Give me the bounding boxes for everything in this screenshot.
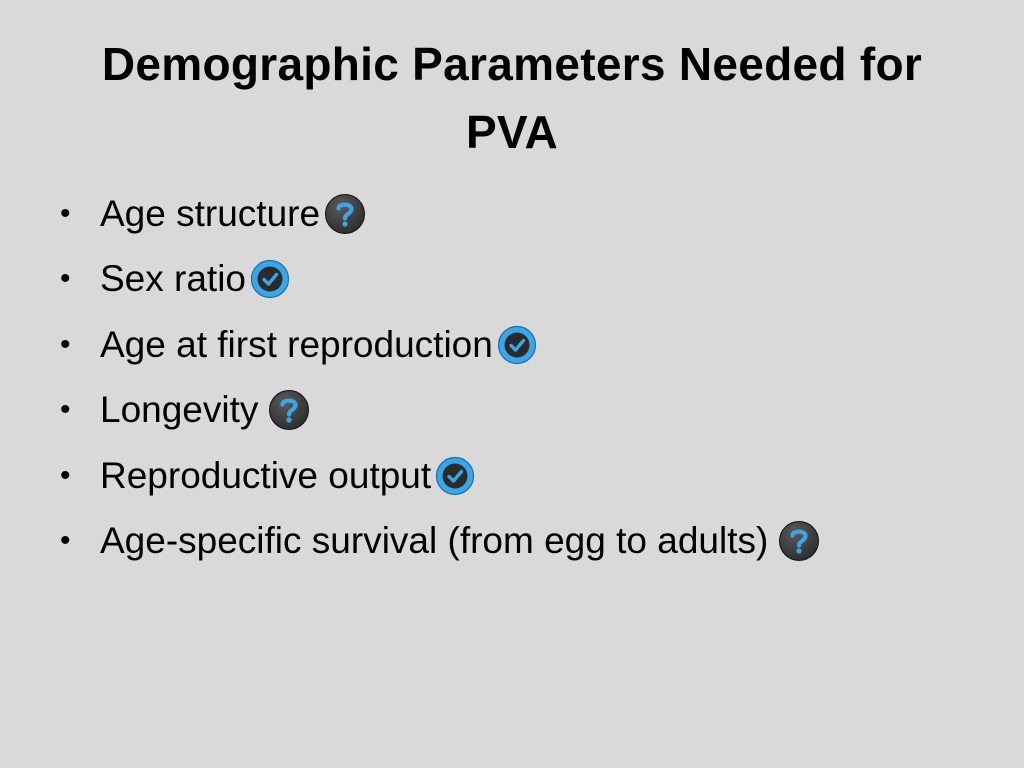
check-icon [435, 456, 475, 496]
bullet-label: Age structure [100, 192, 321, 234]
bullet-dot: • [60, 262, 71, 296]
bullet-dot: • [60, 458, 71, 492]
question-icon [778, 520, 820, 562]
bullet-dot: • [60, 327, 71, 361]
title-line-1: Demographic Parameters Needed for [101, 38, 923, 90]
check-icon [250, 259, 290, 299]
bullet-label: Age-specific survival (from egg to adults) [100, 520, 769, 562]
check-icon [497, 325, 537, 365]
bullet-label: Longevity [100, 389, 259, 431]
bullet-label: Reproductive output [100, 454, 432, 496]
title-line-2: PVA [465, 106, 559, 158]
bullet-label: Age at first reproduction [100, 323, 493, 365]
bullet-dot: • [60, 393, 71, 427]
bullet-item [60, 181, 980, 247]
bullet-item [60, 378, 980, 444]
slide-title [40, 30, 984, 166]
bullet-item [60, 312, 980, 378]
bullet-dot: • [60, 196, 71, 230]
bullet-item [60, 509, 980, 575]
bullet-dot: • [60, 524, 71, 558]
bullet-label: Sex ratio [100, 258, 247, 300]
bullet-item [60, 443, 980, 509]
bullet-list [60, 181, 980, 574]
question-icon [324, 193, 366, 235]
bullet-item [60, 247, 980, 313]
question-icon [268, 389, 310, 431]
